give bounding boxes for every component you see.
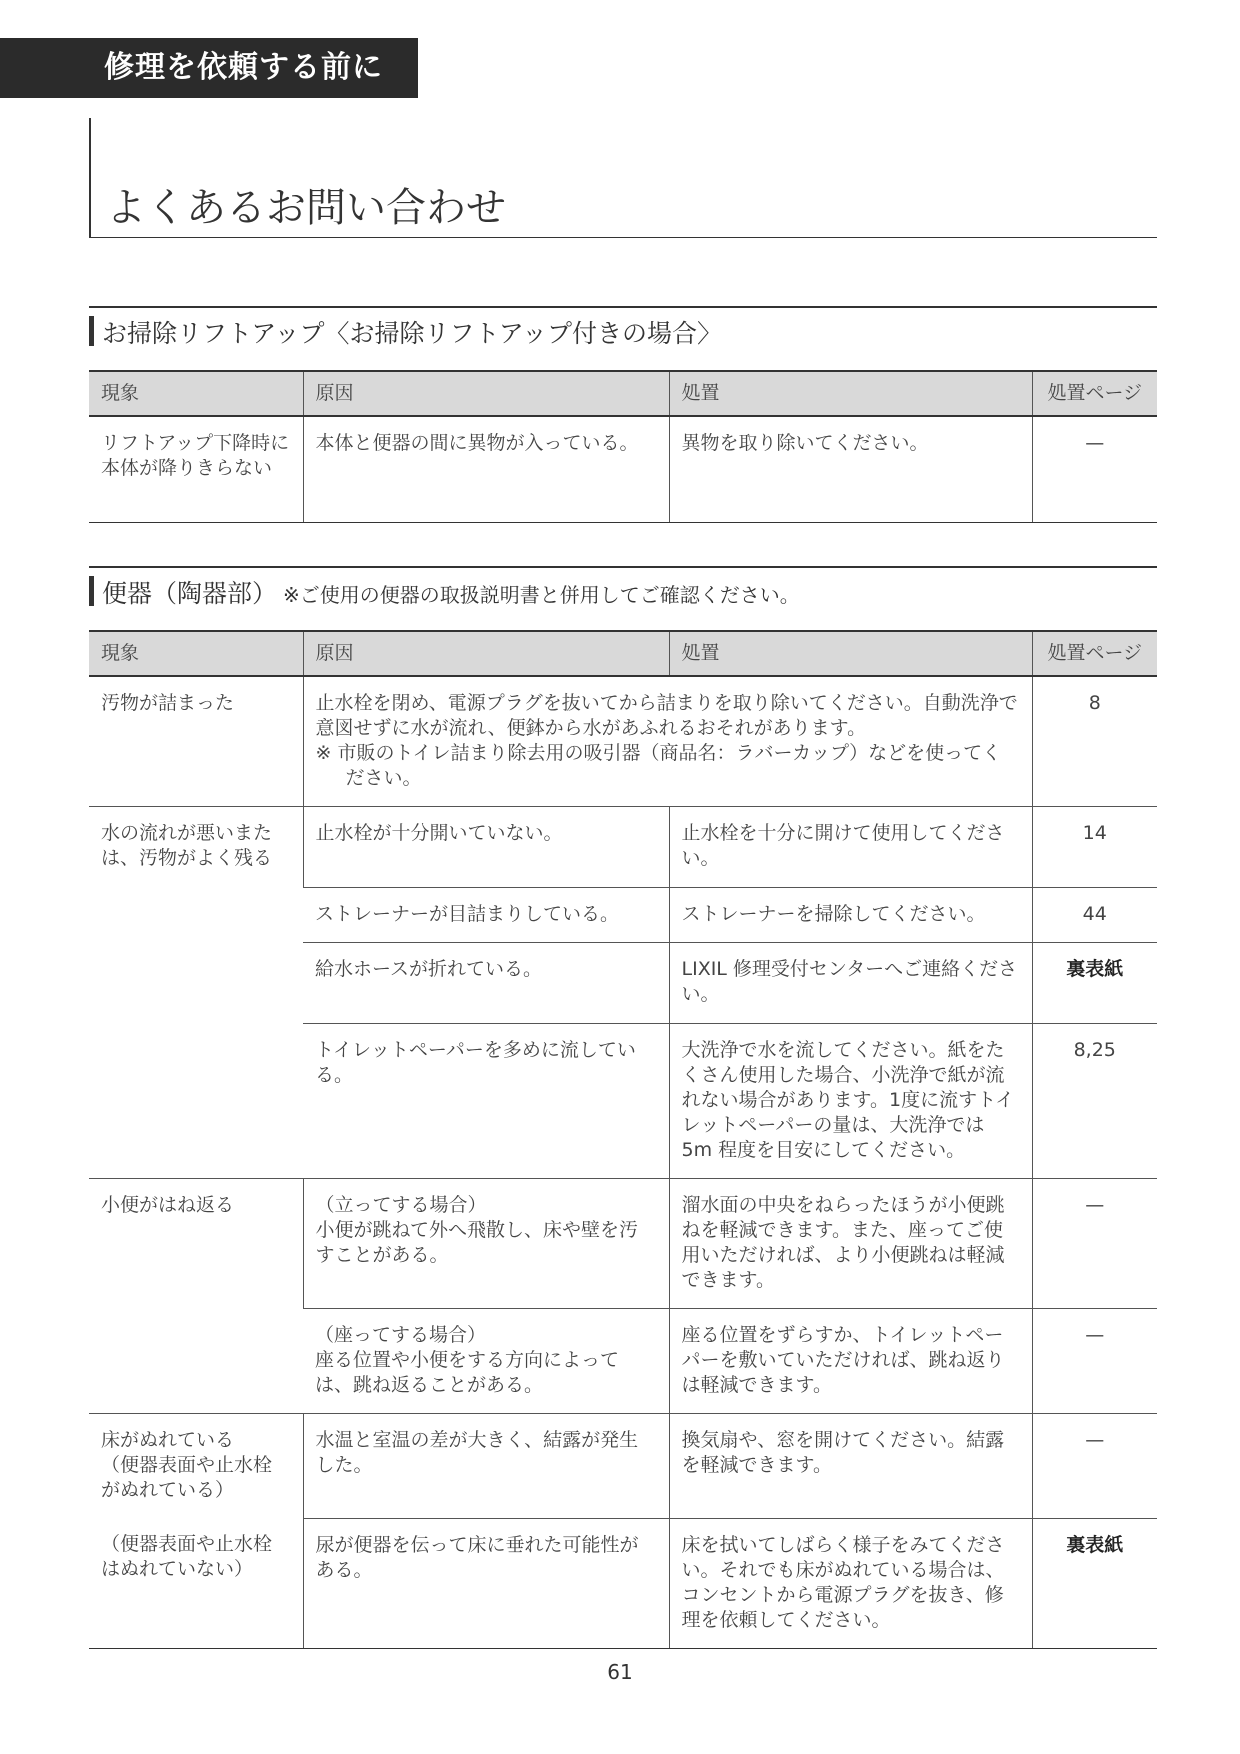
- page-title: よくあるお問い合わせ: [106, 185, 506, 231]
- action-cell: 床を拭いてしばらく様子をみてください。それでも床がぬれている場合は、コンセントから電源プラグを抜き、修理を依頼してください。: [669, 1518, 1032, 1648]
- table-row: [89, 1178, 1157, 1308]
- symptom-cell: リフトアップ下降時に本体が降りきらない: [89, 416, 303, 522]
- cause-cell: [303, 1178, 669, 1308]
- table-row: [89, 676, 1157, 806]
- section1-title-text: お掃除リフトアップ〈お掃除リフトアップ付きの場合〉: [102, 319, 723, 348]
- section1-title: [102, 314, 722, 350]
- symptom-cell: 小便がはね返る: [89, 1178, 303, 1413]
- section1-table: [89, 370, 1157, 523]
- section2-note: ※ご使用の便器の取扱説明書と併用してご確認ください。: [283, 583, 800, 607]
- action-cell: 換気扇や、窓を開けてください。結露を軽減できます。: [669, 1413, 1032, 1518]
- cause-heading: （座ってする場合）: [315, 1323, 487, 1346]
- cause-heading: （立ってする場合）: [315, 1193, 487, 1216]
- column-header-page: 処置ページ: [1032, 371, 1157, 416]
- page-cell: 14: [1032, 806, 1157, 887]
- page-number: 61: [607, 1660, 633, 1684]
- combined-cause-action-cell: [303, 676, 1032, 806]
- table-row: [89, 416, 1157, 522]
- table-row: [89, 806, 1157, 887]
- table-header-row: [89, 371, 1157, 416]
- symptom-text: 床がぬれている: [101, 1428, 235, 1451]
- page-cell: —: [1032, 1308, 1157, 1413]
- page-cell: —: [1032, 1178, 1157, 1308]
- section2-rule: [89, 566, 1157, 568]
- cause-cell: 止水栓が十分開いていない。: [303, 806, 669, 887]
- cause-cell: 尿が便器を伝って床に垂れた可能性がある。: [303, 1518, 669, 1648]
- cause-text: 座る位置や小便をする方向によっては、跳ね返ることがある。: [315, 1348, 620, 1396]
- page-cell: 44: [1032, 887, 1157, 942]
- page-cell: 8: [1032, 676, 1157, 806]
- column-header-action: 処置: [669, 371, 1032, 416]
- symptom-subcondition: （便器表面や止水栓はぬれていない）: [89, 1518, 303, 1648]
- page-cell: —: [1032, 416, 1157, 522]
- clog-instruction: 止水栓を閉め、電源プラグを抜いてから詰まりを取り除いてください。自動洗浄で意図せずに水が流れ、便鉢から水があふれるおそれがあります。: [315, 692, 1018, 739]
- cause-cell: トイレットペーパーを多めに流している。: [303, 1023, 669, 1178]
- section2-table: [89, 630, 1157, 1649]
- section1-rule: [89, 306, 1157, 308]
- cause-cell: ストレーナーが目詰まりしている。: [303, 887, 669, 942]
- section1-marker: [89, 316, 94, 346]
- table-row: [89, 1518, 1157, 1648]
- action-cell: LIXIL 修理受付センターへご連絡ください。: [669, 942, 1032, 1023]
- cause-cell: 給水ホースが折れている。: [303, 942, 669, 1023]
- section2-title: [102, 574, 800, 610]
- clog-note: ※ 市販のトイレ詰まり除去用の吸引器（商品名：ラバーカップ）などを使ってください。: [315, 742, 1002, 789]
- column-header-action: 処置: [669, 631, 1032, 676]
- cause-cell: 水温と室温の差が大きく、結露が発生した。: [303, 1413, 669, 1518]
- symptom-cell: 汚物が詰まった: [89, 676, 303, 806]
- symptom-subcondition: （便器表面や止水栓がぬれている）: [101, 1453, 273, 1501]
- column-header-symptom: 現象: [89, 631, 303, 676]
- table-header-row: [89, 631, 1157, 676]
- column-header-cause: 原因: [303, 631, 669, 676]
- action-cell: 大洗浄で水を流してください。紙をたくさん使用した場合、小洗浄で紙が流れない場合があります。1度に流すトイレットペーパーの量は、大洗浄では 5m 程度を目安にしてください。: [669, 1023, 1032, 1178]
- symptom-cell: 水の流れが悪いまたは、汚物がよく残る: [89, 806, 303, 1178]
- page-cell: —: [1032, 1413, 1157, 1518]
- page-cell: 8,25: [1032, 1023, 1157, 1178]
- section2-title-text: 便器（陶器部）: [102, 579, 278, 608]
- section-banner: 修理を依頼する前に: [0, 38, 418, 98]
- cause-cell: 本体と便器の間に異物が入っている。: [303, 416, 669, 522]
- action-cell: 溜水面の中央をねらったほうが小便跳ねを軽減できます。また、座ってご使用いただければ、より小便跳ねは軽減できます。: [669, 1178, 1032, 1308]
- action-cell: ストレーナーを掃除してください。: [669, 887, 1032, 942]
- action-cell: 止水栓を十分に開けて使用してください。: [669, 806, 1032, 887]
- action-cell: 座る位置をずらすか、トイレットペーパーを敷いていただければ、跳ね返りは軽減できます。: [669, 1308, 1032, 1413]
- table-row: [89, 1413, 1157, 1518]
- column-header-page: 処置ページ: [1032, 631, 1157, 676]
- action-cell: 異物を取り除いてください。: [669, 416, 1032, 522]
- cause-cell: [303, 1308, 669, 1413]
- title-underline: [89, 237, 1157, 238]
- column-header-cause: 原因: [303, 371, 669, 416]
- symptom-cell: [89, 1413, 303, 1518]
- cause-text: 小便が跳ねて外へ飛散し、床や壁を汚すことがある。: [315, 1218, 639, 1266]
- column-header-symptom: 現象: [89, 371, 303, 416]
- section2-marker: [89, 576, 94, 606]
- page-cell: 裏表紙: [1032, 942, 1157, 1023]
- title-left-rule: [89, 118, 91, 238]
- page-cell: 裏表紙: [1032, 1518, 1157, 1648]
